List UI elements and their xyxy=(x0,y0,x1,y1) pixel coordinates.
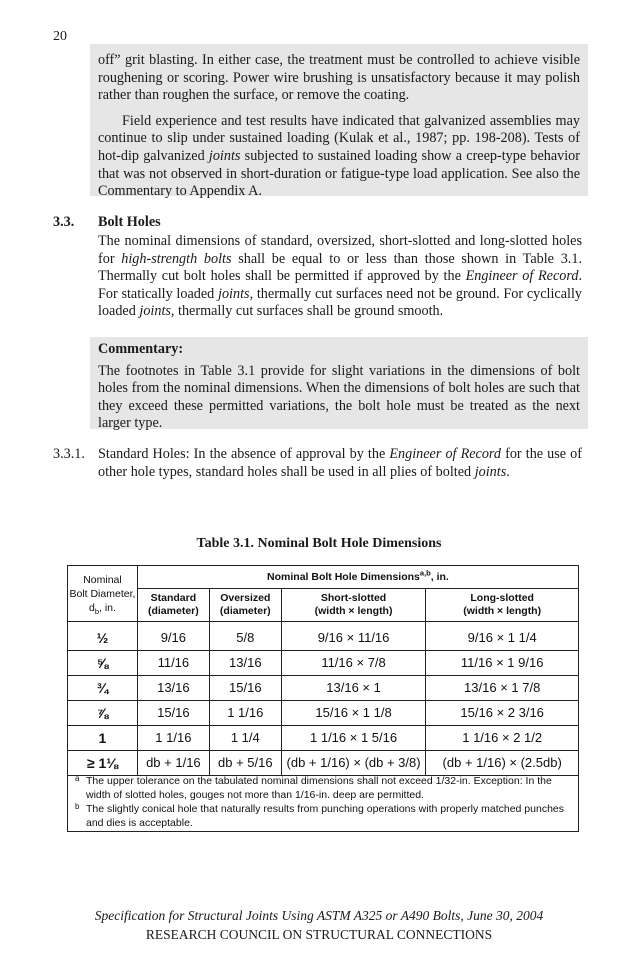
cell-long-slotted: 9/16 × 1 1/4 xyxy=(426,622,579,651)
table-caption: Table 3.1. Nominal Bolt Hole Dimensions xyxy=(196,536,442,551)
cell-diameter: ⅞ xyxy=(68,701,138,726)
commentary-box xyxy=(90,337,588,432)
text-run: shall be equal to or less than those shown in Table 3.1. Thermally cut bolt holes shall be permitted if approved by the xyxy=(98,250,582,285)
commentary-heading: Commentary: xyxy=(98,341,184,357)
text-run: . xyxy=(506,463,510,480)
footnote-b: The slightly conical hole that naturally results from punching operations with properly matched punches and dies is acceptable. xyxy=(86,803,565,829)
section-number: 3.3. xyxy=(53,214,75,230)
header-line: (width × length) xyxy=(463,605,542,617)
header-line: Long-slotted xyxy=(470,592,534,604)
header-line: Short-slotted xyxy=(320,592,387,604)
table-footnotes xyxy=(67,769,579,832)
text-run: Standard Holes: In the absence of approval by the xyxy=(98,446,390,462)
text-run: , thermally cut surfaces need not be ground. For cyclically loaded xyxy=(98,285,582,320)
subsection-number: 3.3.1. xyxy=(53,446,85,462)
text-run: , thermally cut surfaces shall be ground smooth. xyxy=(170,303,444,320)
cell-standard: 13/16 xyxy=(137,676,209,701)
cell-standard: db + 1/16 xyxy=(137,751,209,776)
cell-short-slotted: 15/16 × 1 1/8 xyxy=(281,701,426,726)
cell-diameter: ≥ 1⅛ xyxy=(68,751,138,776)
text-run: , in. xyxy=(430,571,449,583)
cell-oversized: 15/16 xyxy=(209,676,281,701)
italic-term: joints xyxy=(208,147,241,164)
header-long-slotted xyxy=(426,589,579,622)
cell-diameter: ½ xyxy=(68,622,138,651)
italic-term: joints xyxy=(474,463,507,480)
italic-term: high-strength bolts xyxy=(121,250,232,267)
header-line: (diameter) xyxy=(147,605,199,617)
page-number: 20 xyxy=(53,29,67,44)
italic-term: joints xyxy=(139,303,171,320)
bolt-hole-table xyxy=(67,565,579,776)
footnote-marker: b xyxy=(75,802,80,811)
cell-short-slotted: 9/16 × 11/16 xyxy=(281,622,426,651)
cell-diameter: 1 xyxy=(68,726,138,751)
superscript: a,b xyxy=(419,568,431,578)
cell-standard: 1 1/16 xyxy=(137,726,209,751)
cell-short-slotted: (db + 1/16) × (db + 3/8) xyxy=(281,751,426,776)
table-subheader-row xyxy=(68,589,579,622)
cell-diameter: ⅝ xyxy=(68,651,138,676)
cell-oversized: 13/16 xyxy=(209,651,281,676)
text-run: The nominal dimensions of standard, oversized, short-slotted and long-slotted holes for xyxy=(98,233,582,267)
footnote-marker: a xyxy=(75,774,80,783)
cell-diameter: ¾ xyxy=(68,676,138,701)
italic-term: joints xyxy=(218,285,250,302)
cell-standard: 9/16 xyxy=(137,622,209,651)
table-body xyxy=(68,622,579,776)
header-line: Nominal xyxy=(83,573,122,586)
table-header-row xyxy=(68,566,579,589)
italic-term: Engineer of Record xyxy=(465,268,579,285)
cell-long-slotted: 11/16 × 1 9/16 xyxy=(426,651,579,676)
cell-standard: 11/16 xyxy=(137,651,209,676)
table-row xyxy=(68,622,579,651)
cell-short-slotted: 13/16 × 1 xyxy=(281,676,426,701)
cell-long-slotted: 1 1/16 × 2 1/2 xyxy=(426,726,579,751)
header-line: Oversized xyxy=(220,592,271,604)
italic-term: Engineer of Record xyxy=(389,446,502,462)
section-title: Bolt Holes xyxy=(98,214,161,230)
header-line: (diameter) xyxy=(219,605,271,617)
header-group xyxy=(137,566,578,589)
section-body xyxy=(98,233,582,321)
table-row xyxy=(68,726,579,751)
text-run: . For statically loaded xyxy=(98,268,582,302)
text-run: subjected to sustained loading show a creep-type behavior that was not observed in short-duration or fatigue-type load application. See also the Commentary to Appendix A. xyxy=(98,147,580,200)
header-oversized xyxy=(209,589,281,622)
footer-publisher: RESEARCH COUNCIL ON STRUCTURAL CONNECTIONS xyxy=(145,927,493,942)
cell-short-slotted: 1 1/16 × 1 5/16 xyxy=(281,726,426,751)
subsection-body xyxy=(98,446,582,481)
text-run: Nominal Bolt Hole Dimensions xyxy=(267,571,420,583)
cell-long-slotted: 15/16 × 2 3/16 xyxy=(426,701,579,726)
commentary-text: The footnotes in Table 3.1 provide for slight variations in the dimensions of bolt holes from the nominal dimensions. When the dimensions of bolt holes are such that they exceed these permitted variations, the bolt hole must be treated as the next larger type. xyxy=(98,362,580,432)
cell-oversized: 5/8 xyxy=(209,622,281,651)
commentary-paragraph: off” grit blasting. In either case, the treatment must be controlled to achieve visible roughening or scoring. Power wire brushing is unsatisfactory because it may polish rather than roughen the surface, or remove the coating. xyxy=(98,52,580,104)
header-short-slotted xyxy=(281,589,426,622)
cell-long-slotted: (db + 1/16) × (2.5db) xyxy=(426,751,579,776)
text-run: Field experience and test results have indicated that galvanized assemblies may continue to slip under sustained loading (Kulak et al., 1987; pp. 198-208). Tests of hot-dip galvanized xyxy=(98,112,580,164)
footnote-a: The upper tolerance on the tabulated nominal dimensions shall not exceed 1/32-in. Exception: In the width of slotted holes, gouges not more than 1/16-in. deep are permitted. xyxy=(86,775,552,801)
text-run: , in. xyxy=(98,601,116,614)
cell-oversized: db + 5/16 xyxy=(209,751,281,776)
cell-oversized: 1 1/16 xyxy=(209,701,281,726)
header-nominal-diameter xyxy=(68,566,138,622)
cell-long-slotted: 13/16 × 1 7/8 xyxy=(426,676,579,701)
header-line: Standard xyxy=(150,592,197,604)
cell-oversized: 1 1/4 xyxy=(209,726,281,751)
table-row xyxy=(68,701,579,726)
commentary-paragraph-galvanized xyxy=(90,105,588,201)
cell-short-slotted: 11/16 × 7/8 xyxy=(281,651,426,676)
footer-title: Specification for Structural Joints Using ASTM A325 or A490 Bolts, June 30, 2004 xyxy=(94,908,544,923)
header-line xyxy=(68,601,137,615)
header-standard xyxy=(137,589,209,622)
header-line: (width × length) xyxy=(314,605,393,617)
table-row xyxy=(68,651,579,676)
cell-standard: 15/16 xyxy=(137,701,209,726)
text-run: d xyxy=(88,601,95,614)
subscript: b xyxy=(94,606,99,616)
header-line: Bolt Diameter, xyxy=(69,587,136,600)
table-row xyxy=(68,676,579,701)
commentary-box-continued xyxy=(90,44,588,200)
text-run: for the use of other hole types, standard holes shall be used in all plies of bolted xyxy=(98,446,582,480)
